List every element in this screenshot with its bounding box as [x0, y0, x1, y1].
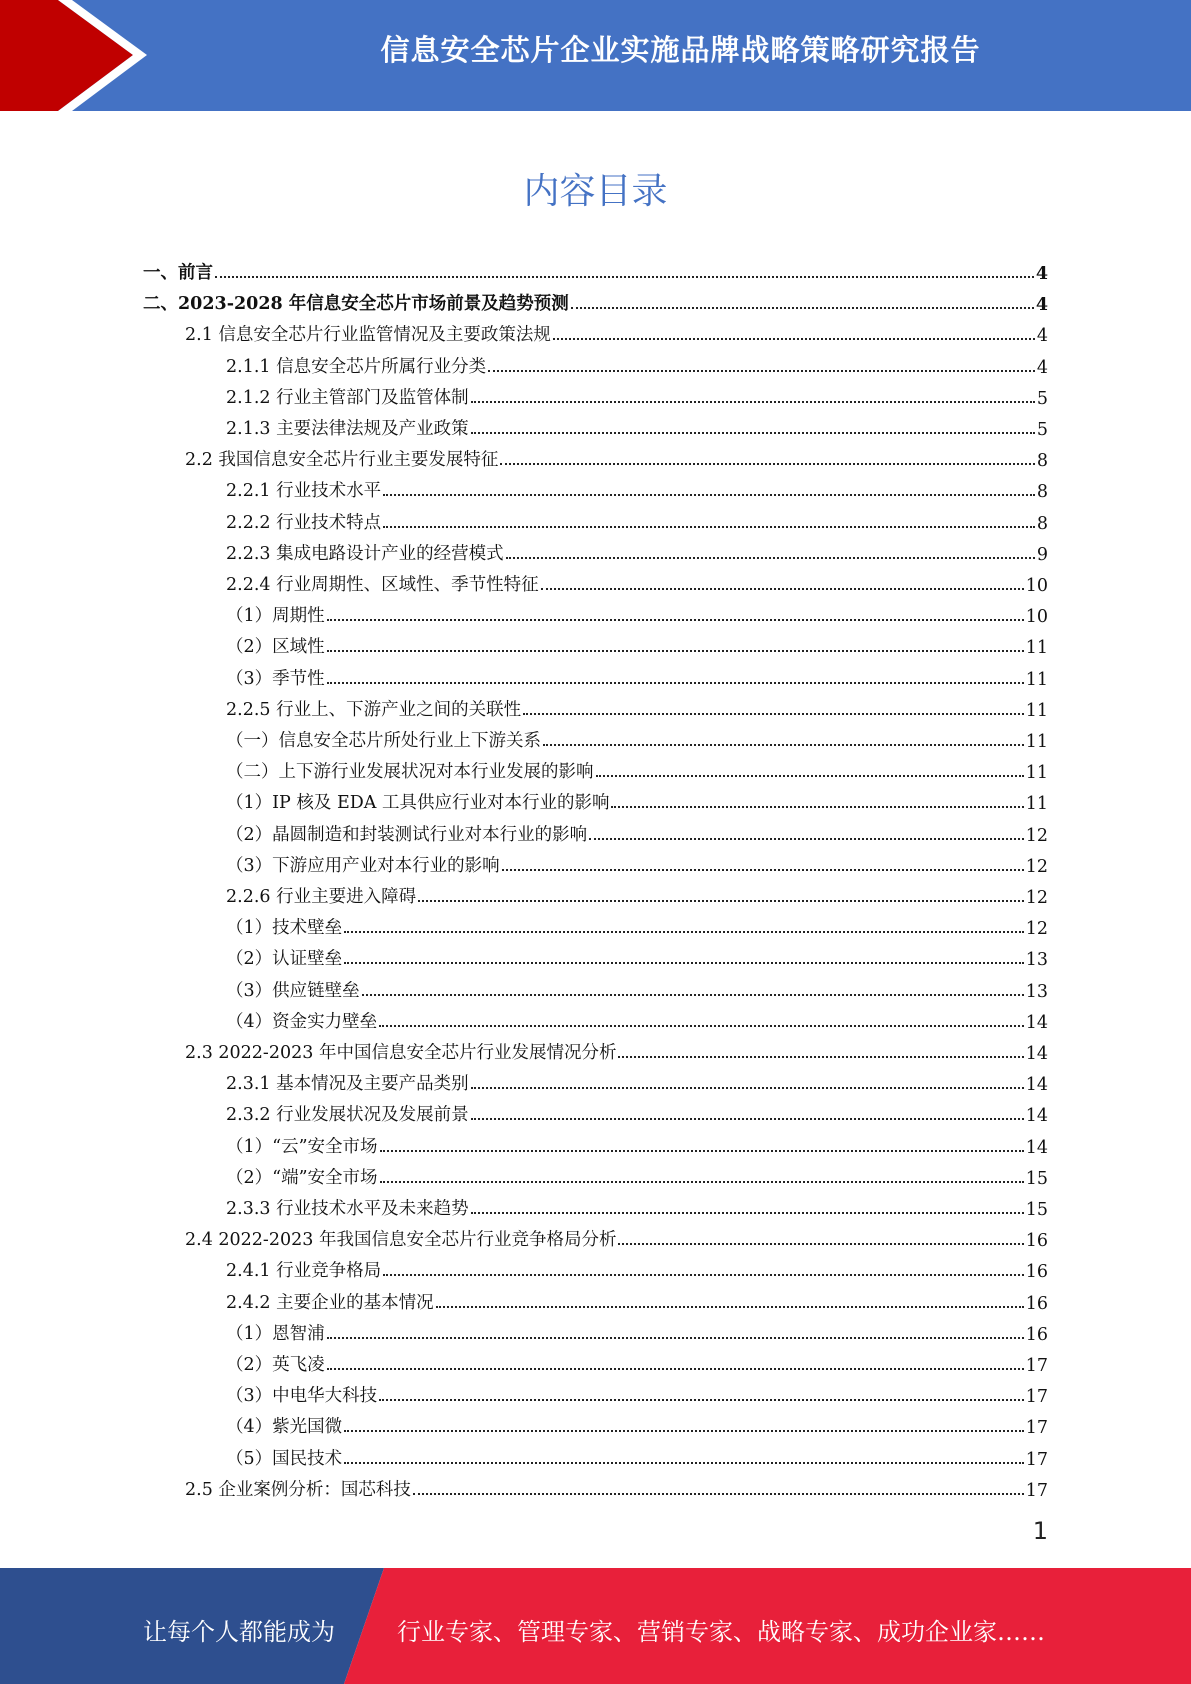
- toc-dot-leader: [379, 1025, 1024, 1027]
- toc-entry-title: （1）恩智浦: [226, 1323, 325, 1344]
- toc-dot-leader: [611, 806, 1023, 808]
- toc-dot-leader: [488, 370, 1035, 372]
- toc-entry[interactable]: [226, 846, 1048, 877]
- toc-entry[interactable]: [226, 1314, 1048, 1345]
- toc-entry-page: 11: [1025, 669, 1048, 690]
- toc-entry-page: 9: [1036, 544, 1048, 565]
- toc-entry-page: 17: [1025, 1449, 1048, 1470]
- toc-entry-title: （3）下游应用产业对本行业的影响: [226, 855, 500, 876]
- toc-entry[interactable]: [226, 1189, 1048, 1220]
- toc-entry[interactable]: [143, 284, 1048, 315]
- toc-entry[interactable]: [226, 1376, 1048, 1407]
- toc-entry-page: 11: [1025, 700, 1048, 721]
- toc-entry[interactable]: [226, 1407, 1048, 1438]
- toc-entry-page: 8: [1036, 482, 1048, 503]
- toc-entry-page: 16: [1025, 1293, 1048, 1314]
- toc-entry-page: 11: [1025, 732, 1048, 752]
- toc-entry-title: （一）信息安全芯片所处行业上下游关系: [226, 731, 541, 751]
- toc-entry-title: 2.3.2 行业发展状况及发展前景: [226, 1105, 469, 1126]
- toc-entry-title: （4）紫光国微: [226, 1417, 343, 1438]
- toc-dot-leader: [215, 276, 1034, 278]
- toc-entry-title: （2）英飞凌: [226, 1355, 325, 1375]
- toc-entry-title: 2.2 我国信息安全芯片行业主要发展特征: [185, 450, 499, 471]
- toc-entry-page: 14: [1025, 1106, 1048, 1127]
- toc-entry[interactable]: [226, 565, 1048, 596]
- toc-entry-title: （1）IP 核及 EDA 工具供应行业对本行业的影响: [226, 793, 610, 814]
- toc-entry[interactable]: [226, 1064, 1048, 1095]
- toc-entry-page: 5: [1036, 420, 1048, 440]
- report-title: 信息安全芯片企业实施品牌战略策略研究报告: [380, 33, 981, 67]
- toc-entry[interactable]: [185, 1033, 1048, 1064]
- toc-dot-leader: [327, 619, 1024, 621]
- toc-entry-page: 11: [1025, 794, 1048, 815]
- toc-entry-page: 16: [1025, 1324, 1048, 1345]
- toc-entry-page: 10: [1025, 576, 1048, 596]
- toc-entry[interactable]: [226, 596, 1048, 627]
- toc-entry-page: 8: [1036, 451, 1048, 472]
- toc-entry-page: 14: [1025, 1075, 1048, 1096]
- toc-entry[interactable]: [185, 315, 1048, 346]
- toc-entry-title: 2.2.3 集成电路设计产业的经营模式: [226, 543, 504, 564]
- toc-entry[interactable]: [226, 815, 1048, 846]
- toc-entry-title: 2.2.4 行业周期性、区域性、季节性特征: [226, 575, 539, 595]
- toc-entry-title: 2.1.1 信息安全芯片所属行业分类: [226, 356, 487, 377]
- toc-dot-leader: [553, 338, 1035, 340]
- toc-entry-page: 12: [1025, 888, 1048, 908]
- toc-dot-leader: [380, 1150, 1024, 1152]
- page-number: 1: [1032, 1517, 1048, 1545]
- toc-entry-title: （2）区域性: [226, 637, 325, 658]
- toc-entry[interactable]: [226, 534, 1048, 565]
- toc-entry-title: （5）国民技术: [226, 1448, 343, 1469]
- footer-slogan-right: 行业专家、管理专家、营销专家、战略专家、成功企业家……: [397, 1618, 1045, 1646]
- toc-entry-page: 17: [1025, 1418, 1048, 1439]
- toc-entry-page: 14: [1025, 1137, 1048, 1158]
- toc-entry[interactable]: [226, 1283, 1048, 1314]
- toc-entry[interactable]: [185, 1470, 1048, 1501]
- toc-entry[interactable]: [226, 503, 1048, 534]
- toc-entry[interactable]: [226, 1439, 1048, 1470]
- toc-entry[interactable]: [226, 627, 1048, 658]
- toc-entry[interactable]: [226, 409, 1048, 440]
- toc-entry-title: 2.1 信息安全芯片行业监管情况及主要政策法规: [185, 325, 551, 346]
- toc-entry-page: 14: [1025, 1012, 1048, 1033]
- toc-heading: 内容目录: [523, 171, 668, 212]
- toc-entry-title: （3）季节性: [226, 668, 325, 689]
- toc-entry[interactable]: [226, 877, 1048, 908]
- toc-entry-title: 2.2.2 行业技术特点: [226, 512, 382, 533]
- toc-entry-title: 2.1.2 行业主管部门及监管体制: [226, 387, 469, 408]
- toc-entry-title: 2.4 2022-2023 年我国信息安全芯片行业竞争格局分析: [185, 1230, 617, 1251]
- toc-entry[interactable]: [226, 1095, 1048, 1126]
- toc-entry-title: （3）中电华大科技: [226, 1386, 378, 1407]
- toc-entry-title: 2.2.1 行业技术水平: [226, 481, 382, 502]
- toc-entry-page: 8: [1036, 513, 1048, 534]
- toc-entry-page: 11: [1025, 638, 1048, 659]
- toc-entry[interactable]: [143, 253, 1048, 284]
- toc-entry-title: 2.2.5 行业上、下游产业之间的关联性: [226, 699, 522, 720]
- toc-dot-leader: [383, 494, 1035, 496]
- toc-entry-title: 2.3 2022-2023 年中国信息安全芯片行业发展情况分析: [185, 1043, 617, 1063]
- toc-entry-title: （2）晶圆制造和封装测试行业对本行业的影响: [226, 824, 588, 845]
- toc-entry-title: （2）“端”安全市场: [226, 1167, 378, 1188]
- toc-entry-title: 2.4.1 行业竞争格局: [226, 1261, 382, 1282]
- toc-entry[interactable]: [226, 752, 1048, 783]
- toc-dot-leader: [327, 1368, 1024, 1370]
- toc-entry[interactable]: [226, 1158, 1048, 1189]
- toc-entry-title: （二）上下游行业发展状况对本行业发展的影响: [226, 762, 594, 783]
- header-banner: [0, 0, 1191, 111]
- toc-entry-page: 13: [1025, 981, 1048, 1002]
- toc-dot-leader: [379, 1399, 1024, 1401]
- toc-dot-leader: [471, 1118, 1024, 1120]
- toc-entry-title: 2.3.3 行业技术水平及未来趋势: [226, 1199, 469, 1219]
- toc-dot-leader: [327, 682, 1024, 684]
- toc-entry-title: （2）认证壁垒: [226, 949, 343, 970]
- toc-entry-title: 二、2023-2028 年信息安全芯片市场前景及趋势预测: [143, 294, 569, 315]
- toc-dot-leader: [344, 1462, 1024, 1464]
- toc-entry-page: 17: [1025, 1387, 1048, 1408]
- toc-entry-page: 10: [1025, 607, 1048, 628]
- toc-entry-title: （4）资金实力壁垒: [226, 1011, 378, 1032]
- toc-entry[interactable]: [226, 347, 1048, 378]
- toc-entry[interactable]: [226, 1127, 1048, 1158]
- toc-entry-title: 一、前言: [143, 263, 213, 283]
- toc-entry-title: （1）周期性: [226, 606, 325, 627]
- toc-dot-leader: [571, 307, 1034, 309]
- toc-entry-title: （3）供应链壁垒: [226, 980, 360, 1001]
- toc-entry-page: 12: [1025, 856, 1048, 877]
- toc-entry-page: 15: [1025, 1200, 1048, 1220]
- toc-entry-page: 12: [1025, 825, 1048, 846]
- toc-dot-leader: [471, 401, 1035, 403]
- toc-entry-page: 13: [1025, 950, 1048, 971]
- toc-dot-leader: [413, 1493, 1024, 1495]
- toc-entry-page: 4: [1036, 326, 1048, 347]
- toc-entry-page: 11: [1025, 763, 1048, 784]
- toc-dot-leader: [362, 994, 1024, 996]
- toc-entry-page: 4: [1036, 357, 1048, 378]
- toc-entry-title: （1）“云”安全市场: [226, 1136, 378, 1157]
- toc-dot-leader: [383, 526, 1035, 528]
- toc-entry[interactable]: [226, 1251, 1048, 1282]
- toc-entry-page: 4: [1035, 295, 1048, 316]
- toc-entry-title: 2.2.6 行业主要进入障碍: [226, 887, 417, 907]
- footer-slogan-left: 让每个人都能成为: [143, 1618, 335, 1646]
- toc-entry-page: 16: [1025, 1262, 1048, 1283]
- toc-entry-title: 2.1.3 主要法律法规及产业政策: [226, 419, 469, 439]
- toc-dot-leader: [589, 838, 1024, 840]
- toc-dot-leader: [436, 1306, 1024, 1308]
- toc-dot-leader: [383, 1274, 1024, 1276]
- toc-entry-page: 12: [1025, 919, 1048, 940]
- toc-entry[interactable]: [226, 659, 1048, 690]
- toc-entry-page: 4: [1035, 264, 1048, 284]
- toc-entry-page: 16: [1025, 1231, 1048, 1252]
- toc-entry-title: 2.5 企业案例分析：国芯科技: [185, 1479, 411, 1500]
- toc-dot-leader: [618, 1243, 1023, 1245]
- toc-dot-leader: [543, 744, 1024, 746]
- toc-entry[interactable]: [226, 1002, 1048, 1033]
- toc-dot-leader: [327, 1337, 1024, 1339]
- toc-entry[interactable]: [185, 440, 1048, 471]
- toc-dot-leader: [471, 1212, 1024, 1214]
- toc-entry[interactable]: [226, 690, 1048, 721]
- toc-dot-leader: [618, 1056, 1023, 1058]
- toc-entry[interactable]: [226, 1345, 1048, 1376]
- toc-entry[interactable]: [226, 783, 1048, 814]
- toc-entry-title: 2.4.2 主要企业的基本情况: [226, 1292, 434, 1313]
- toc-entry[interactable]: [226, 721, 1048, 752]
- toc-entry-page: 17: [1025, 1356, 1048, 1376]
- toc-entry[interactable]: [226, 939, 1048, 970]
- toc-dot-leader: [596, 775, 1024, 777]
- toc-dot-leader: [418, 900, 1024, 902]
- toc-dot-leader: [541, 588, 1024, 590]
- toc-dot-leader: [344, 1430, 1024, 1432]
- toc-dot-leader: [500, 463, 1034, 465]
- toc-entry-page: 14: [1025, 1044, 1048, 1064]
- toc-entry-page: 15: [1025, 1168, 1048, 1189]
- toc-dot-leader: [327, 650, 1024, 652]
- toc-entry[interactable]: [226, 971, 1048, 1002]
- toc-dot-leader: [344, 962, 1024, 964]
- toc-entry-title: （1）技术壁垒: [226, 918, 343, 939]
- toc-dot-leader: [471, 432, 1035, 434]
- toc-entry[interactable]: [226, 471, 1048, 502]
- toc-entry[interactable]: [185, 1220, 1048, 1251]
- toc-dot-leader: [506, 557, 1035, 559]
- toc-entry-page: 17: [1025, 1480, 1048, 1501]
- toc-entry-page: 5: [1036, 388, 1048, 409]
- toc-entry[interactable]: [226, 908, 1048, 939]
- toc-dot-leader: [502, 869, 1024, 871]
- header-arrow-decoration: [0, 0, 160, 111]
- toc-dot-leader: [380, 1181, 1024, 1183]
- toc-entry[interactable]: [226, 378, 1048, 409]
- toc-dot-leader: [471, 1087, 1024, 1089]
- toc-entry-title: 2.3.1 基本情况及主要产品类别: [226, 1074, 469, 1095]
- toc-dot-leader: [344, 931, 1024, 933]
- toc-dot-leader: [523, 713, 1024, 715]
